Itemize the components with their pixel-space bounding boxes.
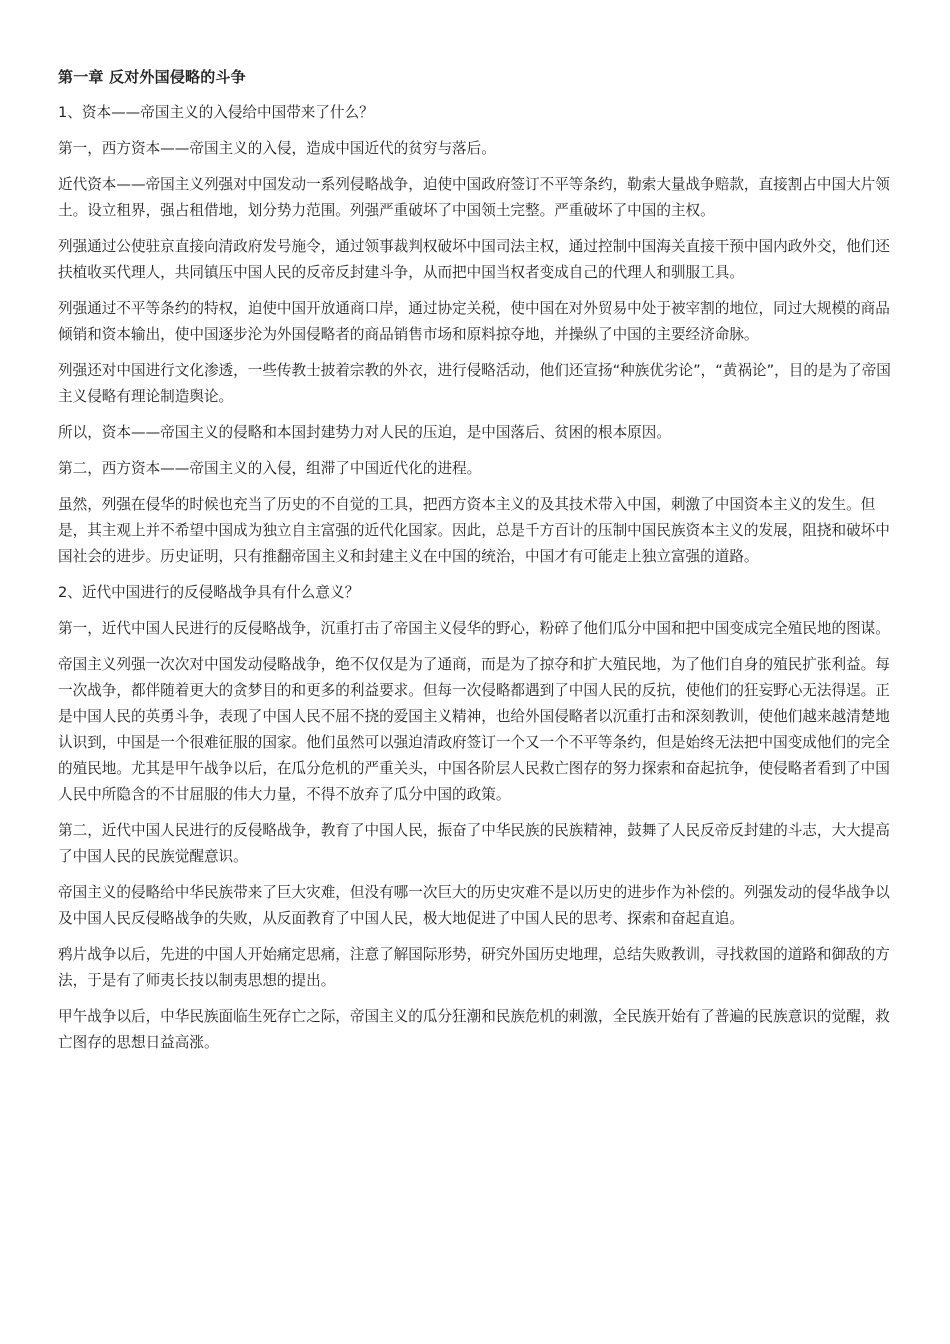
paragraph: 列强通过公使驻京直接向清政府发号施令，通过领事裁判权破坏中国司法主权，通过控制中国海关直接干预中国内政外交，他们还扶植收买代理人，共同镇压中国人民的反帝反封建斗争，从而把中国当权者变成自己的代理人和驯服工具。 <box>58 238 890 281</box>
paragraph: 甲午战争以后，中华民族面临生死存亡之际，帝国主义的瓜分狂潮和民族危机的刺激，全民族开始有了普遍的民族意识的觉醒，救亡图存的思想日益高涨。 <box>58 1008 890 1051</box>
paragraph: 所以，资本——帝国主义的侵略和本国封建势力对人民的压迫，是中国落后、贫困的根本原因。 <box>58 424 671 441</box>
paragraph: 近代资本——帝国主义列强对中国发动一系列侵略战争，迫使中国政府签订不平等条约，勒索大量战争赔款，直接割占中国大片领土。设立租界，强占租借地，划分势力范围。列强严重破坏了中国领土完整。严重破坏了中国的主权。 <box>58 176 890 219</box>
paragraph: 第二，西方资本——帝国主义的入侵，组滞了中国近代化的进程。 <box>58 460 482 477</box>
chapter-title: 第一章 反对外国侵略的斗争 <box>58 68 246 86</box>
paragraph-question-2: 2、近代中国进行的反侵略战争具有什么意义？ <box>58 584 360 601</box>
paragraph: 鸦片战争以后，先进的中国人开始痛定思痛，注意了解国际形势，研究外国历史地理，总结失败教训，寻找救国的道路和御敌的方法，于是有了师夷长技以制夷思想的提出。 <box>58 946 890 989</box>
paragraph: 第一，近代中国人民进行的反侵略战争，沉重打击了帝国主义侵华的野心，粉碎了他们瓜分中国和把中国变成完全殖民地的图谋。 <box>58 620 890 637</box>
document-page <box>58 64 896 1066</box>
paragraph: 虽然，列强在侵华的时候也充当了历史的不自觉的工具，把西方资本主义的及其技术带入中国，刺激了中国资本主义的发生。但是，其主观上并不希望中国成为独立自主富强的近代化国家。因此，总是千方百计的压制中国民族资本主义的发展，阻挠和破坏中国社会的进步。历史证明，只有推翻帝国主义和封建主义在中国的统治，中国才有可能走上独立富强的道路。 <box>58 496 890 565</box>
paragraph: 第二，近代中国人民进行的反侵略战争，教育了中国人民，振奋了中华民族的民族精神，鼓舞了人民反帝反封建的斗志，大大提高了中国人民的民族觉醒意识。 <box>58 822 890 865</box>
paragraph: 第一，西方资本——帝国主义的入侵，造成中国近代的贫穷与落后。 <box>58 140 496 157</box>
paragraph-question-1: 1、资本——帝国主义的入侵给中国带来了什么？ <box>58 104 374 121</box>
paragraph: 帝国主义列强一次次对中国发动侵略战争，绝不仅仅是为了通商，而是为了掠夺和扩大殖民地，为了他们自身的殖民扩张利益。每一次战争，都伴随着更大的贪梦目的和更多的利益要求。但每一次侵略都遇到了中国人民的反抗，使他们的狂妄野心无法得逞。正是中国人民的英勇斗争，表现了中国人民不屈不挠的爱国主义精神，也给外国侵略者以沉重打击和深刻教训，使他们越来越清楚地认识到，中国是一个很难征服的国家。他们虽然可以强迫清政府签订一个又一个不平等条约，但是始终无法把中国变成他们的完全的殖民地。尤其是甲午战争以后，在瓜分危机的严重关头，中国各阶层人民救亡图存的努力探索和奋起抗争，使侵略者看到了中国人民中所隐含的不甘屈服的伟大力量，不得不放弃了瓜分中国的政策。 <box>58 656 890 803</box>
paragraph: 列强还对中国进行文化渗透，一些传教士披着宗教的外衣，进行侵略活动，他们还宣扬“种族优劣论”，“黄祸论”，目的是为了帝国主义侵略有理论制造舆论。 <box>58 362 891 405</box>
paragraph: 帝国主义的侵略给中华民族带来了巨大灾难，但没有哪一次巨大的历史灾难不是以历史的进步作为补偿的。列强发动的侵华战争以及中国人民反侵略战争的失败，从反面教育了中国人民，极大地促进了中国人民的思考、探索和奋起直追。 <box>58 884 890 927</box>
paragraph: 列强通过不平等条约的特权，迫使中国开放通商口岸，通过协定关税，使中国在对外贸易中处于被宰割的地位，同过大规模的商品倾销和资本输出，使中国逐步沦为外国侵略者的商品销售市场和原料掠夺地，并操纵了中国的主要经济命脉。 <box>58 300 890 343</box>
